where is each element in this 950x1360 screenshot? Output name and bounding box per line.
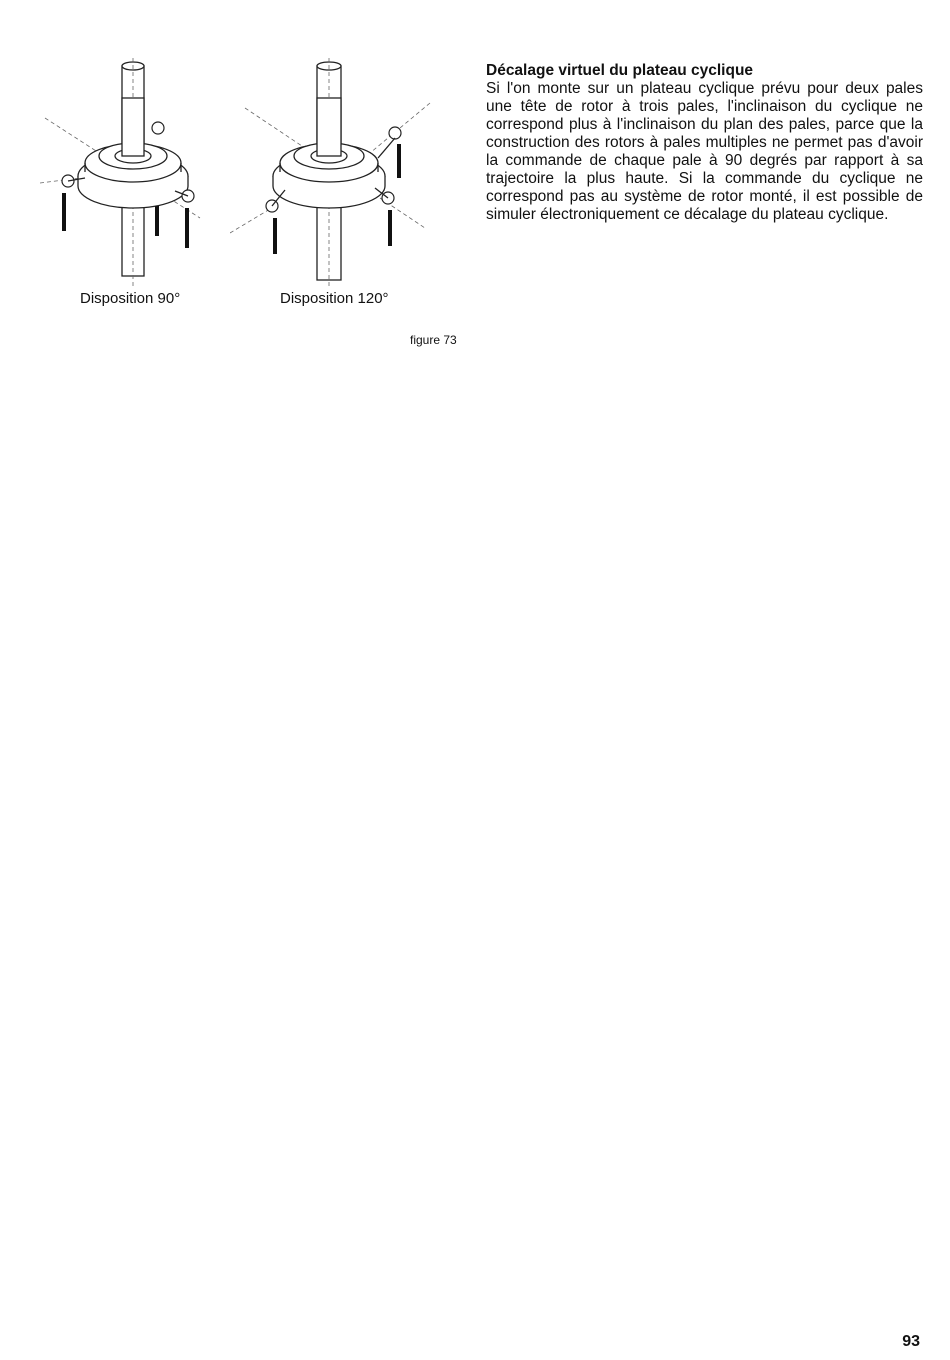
swashplate-90-illustration (40, 58, 220, 288)
page-number: 93 (902, 1333, 920, 1350)
right-figure-caption: Disposition 120° (280, 290, 389, 307)
figure-number: figure 73 (410, 333, 457, 347)
swashplate-120-illustration (230, 58, 440, 288)
article (486, 62, 923, 224)
section-heading: Décalage virtuel du plateau cyclique (486, 62, 754, 79)
body-paragraph: Si l'on monte sur un plateau cyclique prévu pour deux pales une tête de rotor à trois pales, l'inclinaison du cyclique ne correspond plus à l'inclinaison du plan des pales, parce que la construction des rotors à pales multiples ne permet pas d'avoir la commande de chaque pale à 90 degrés par rapport à sa trajectoire la plus haute. Si la commande du cyclique ne correspond pas au système de rotor monté, il est possible de simuler électroniquement ce décalage du plateau cyclique. (486, 80, 923, 223)
left-figure-caption: Disposition 90° (80, 290, 181, 307)
